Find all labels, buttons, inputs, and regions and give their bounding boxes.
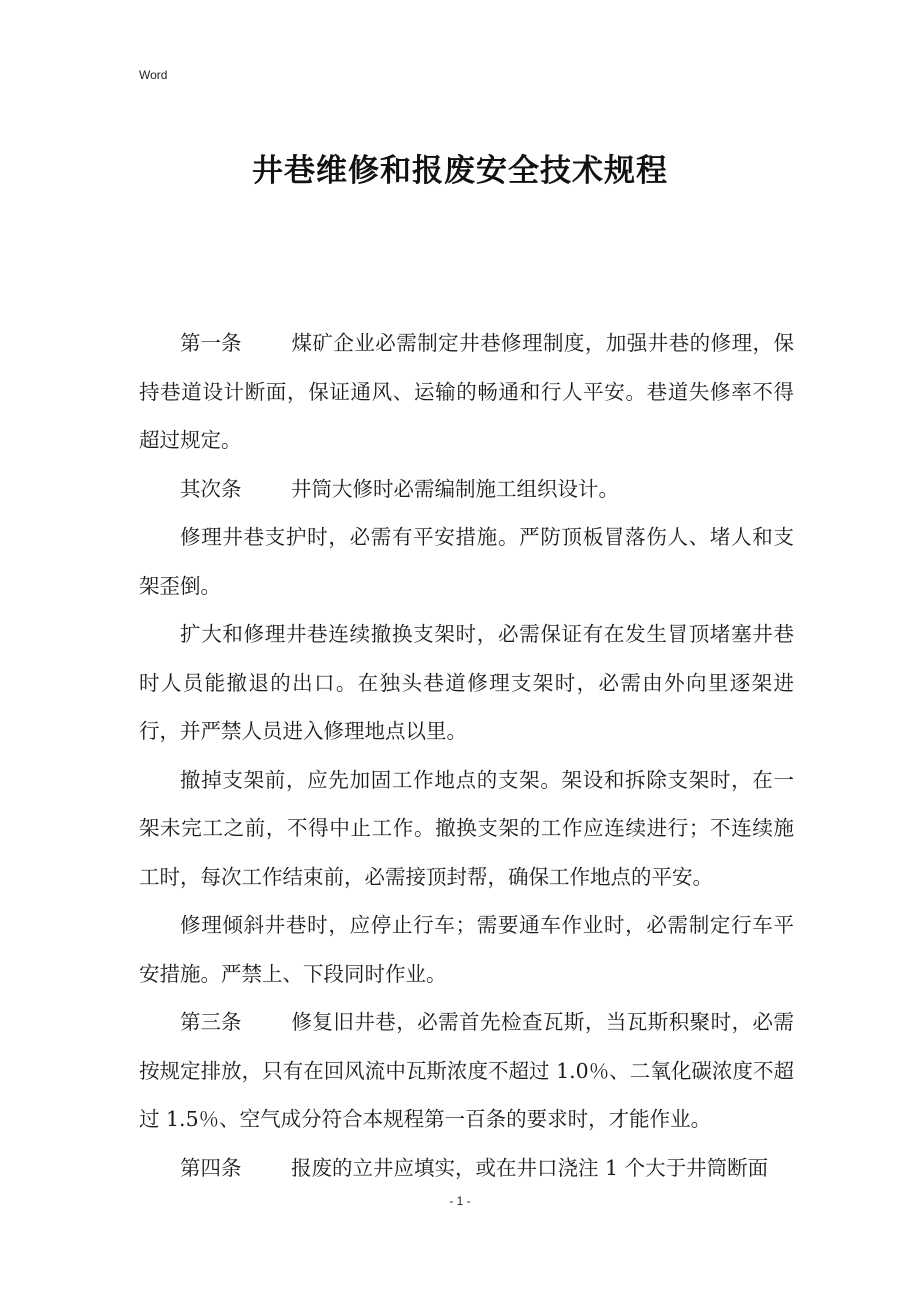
paragraph-article-2 <box>139 465 794 514</box>
paragraph-text: 报废的立井应填实，或在井口浇注 1 个大于井筒断面 <box>291 1155 769 1180</box>
document-body <box>139 319 794 1192</box>
paragraph <box>139 901 794 998</box>
page-number: - 1 - <box>449 1194 471 1208</box>
article-label: 第一条 <box>180 331 242 355</box>
paragraph-article-3 <box>139 998 794 1144</box>
paragraph <box>139 513 794 610</box>
document-title: 井巷维修和报废安全技术规程 <box>252 153 668 189</box>
paragraph-article-1 <box>139 319 794 465</box>
article-label: 第四条 <box>180 1155 242 1180</box>
paragraph-text: 扩大和修理井巷连续撤换支架时，必需保证有在发生冒顶堵塞井巷时人员能撤退的出口。在独头巷道修理支架时，必需由外向里逐架进行，并严禁人员进入修理地点以里。 <box>139 622 794 743</box>
paragraph-article-4 <box>139 1144 794 1193</box>
paragraph-text: 撤掉支架前，应先加固工作地点的支架。架设和拆除支架时，在一架未完工之前，不得中止工作。撤换支架的工作应连续进行；不连续施工时，每次工作结束前，必需接顶封帮，确保工作地点的平安。 <box>139 767 794 889</box>
document-header-label: Word <box>139 68 168 82</box>
article-label: 第三条 <box>180 1010 242 1034</box>
paragraph <box>139 610 794 756</box>
paragraph-text: 修理倾斜井巷时，应停止行车；需要通车作业时，必需制定行车平安措施。严禁上、下段同时作业。 <box>139 913 794 986</box>
paragraph-text: 井筒大修时必需编制施工组织设计。 <box>291 476 619 501</box>
paragraph-text: 修复旧井巷，必需首先检查瓦斯，当瓦斯积聚时，必需按规定排放，只有在回风流中瓦斯浓度不超过 1.0％、二氧化碳浓度不超过 1.5％、空气成分符合本规程第一百条的要求时，才能作业。 <box>139 1010 794 1131</box>
paragraph-text: 煤矿企业必需制定井巷修理制度，加强井巷的修理，保持巷道设计断面，保证通风、运输的畅通和行人平安。巷道失修率不得超过规定。 <box>139 331 794 452</box>
paragraph <box>139 756 794 902</box>
paragraph-text: 修理井巷支护时，必需有平安措施。严防顶板冒落伤人、堵人和支架歪倒。 <box>139 525 794 598</box>
article-label: 其次条 <box>180 476 242 501</box>
